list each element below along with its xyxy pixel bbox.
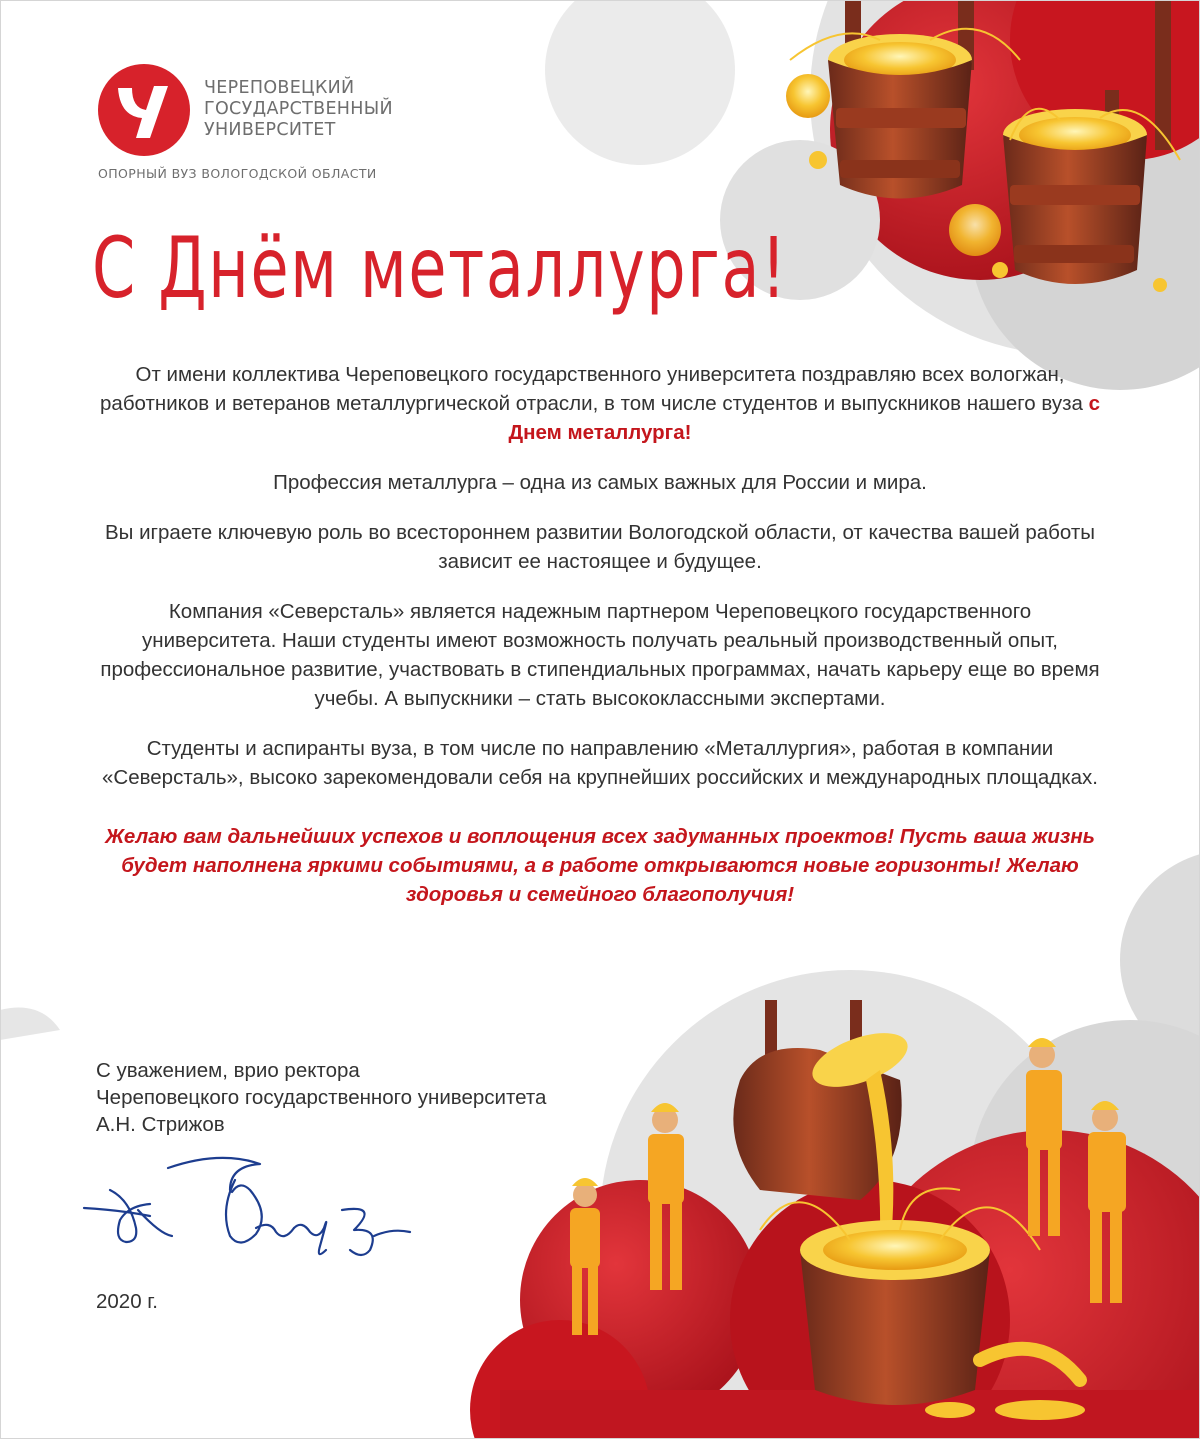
signature-line-2: Череповецкого государственного университета bbox=[96, 1086, 547, 1109]
wish-paragraph: Желаю вам дальнейших успехов и воплощения всех задуманных проектов! Пусть ваша жизнь будет наполнена яркими событиями, а в работе открываются новые горизонты! Желаю здоровья и семейного благополучия! bbox=[105, 825, 1095, 906]
paragraph-5: Студенты и аспиранты вуза, в том числе по направлению «Металлургия», работая в компании «Северсталь», высоко зарекомендовали себя на крупнейших российских и международных площадках. bbox=[102, 737, 1098, 789]
letter-body bbox=[100, 360, 1100, 930]
paragraph-3: Вы играете ключевую роль во всестороннем развитии Вологодской области, от качества вашей работы зависит ее настоящее и будущее. bbox=[104, 521, 1096, 573]
university-name bbox=[204, 78, 393, 141]
paragraph-1-highlight: с Днем металлурга! bbox=[508, 392, 1100, 444]
signature-line-1: С уважением, врио ректора bbox=[96, 1059, 360, 1082]
university-name-line-3: УНИВЕРСИТЕТ bbox=[204, 120, 336, 140]
university-tagline: ОПОРНЫЙ ВУЗ ВОЛОГОДСКОЙ ОБЛАСТИ bbox=[98, 166, 377, 181]
signature-block bbox=[96, 1057, 546, 1138]
year: 2020 г. bbox=[96, 1290, 158, 1313]
university-name-line-2: ГОСУДАРСТВЕННЫЙ bbox=[204, 99, 393, 119]
university-name-line-1: ЧЕРЕПОВЕЦКИЙ bbox=[204, 78, 355, 98]
university-logo-icon bbox=[98, 64, 190, 156]
page-title: С Днём металлурга! bbox=[92, 219, 788, 317]
paragraph-2: Профессия металлурга – одна из самых важных для России и мира. bbox=[273, 471, 927, 494]
top-right-art bbox=[545, 0, 1200, 390]
paragraph-4: Компания «Северсталь» является надежным партнером Череповецкого государственного университета. Наши студенты имеют возможность получать реальный производственный опыт, профессиональное развитие, участвовать в стипендиальных программах, начать карьеру еще во время учебы. А выпускники – стать высококлассными экспертами. bbox=[100, 600, 1100, 710]
paragraph-1-text: От имени коллектива Череповецкого государственного университета поздравляю всех вологжан, работников и ветеранов металлургической отрасли, в том числе студентов и выпускников нашего вуза bbox=[100, 363, 1089, 415]
bottom-right-art bbox=[470, 970, 1200, 1439]
signature-line-3: А.Н. Стрижов bbox=[96, 1113, 225, 1136]
paragraph-1 bbox=[100, 360, 1100, 447]
handwritten-signature bbox=[80, 1150, 420, 1290]
